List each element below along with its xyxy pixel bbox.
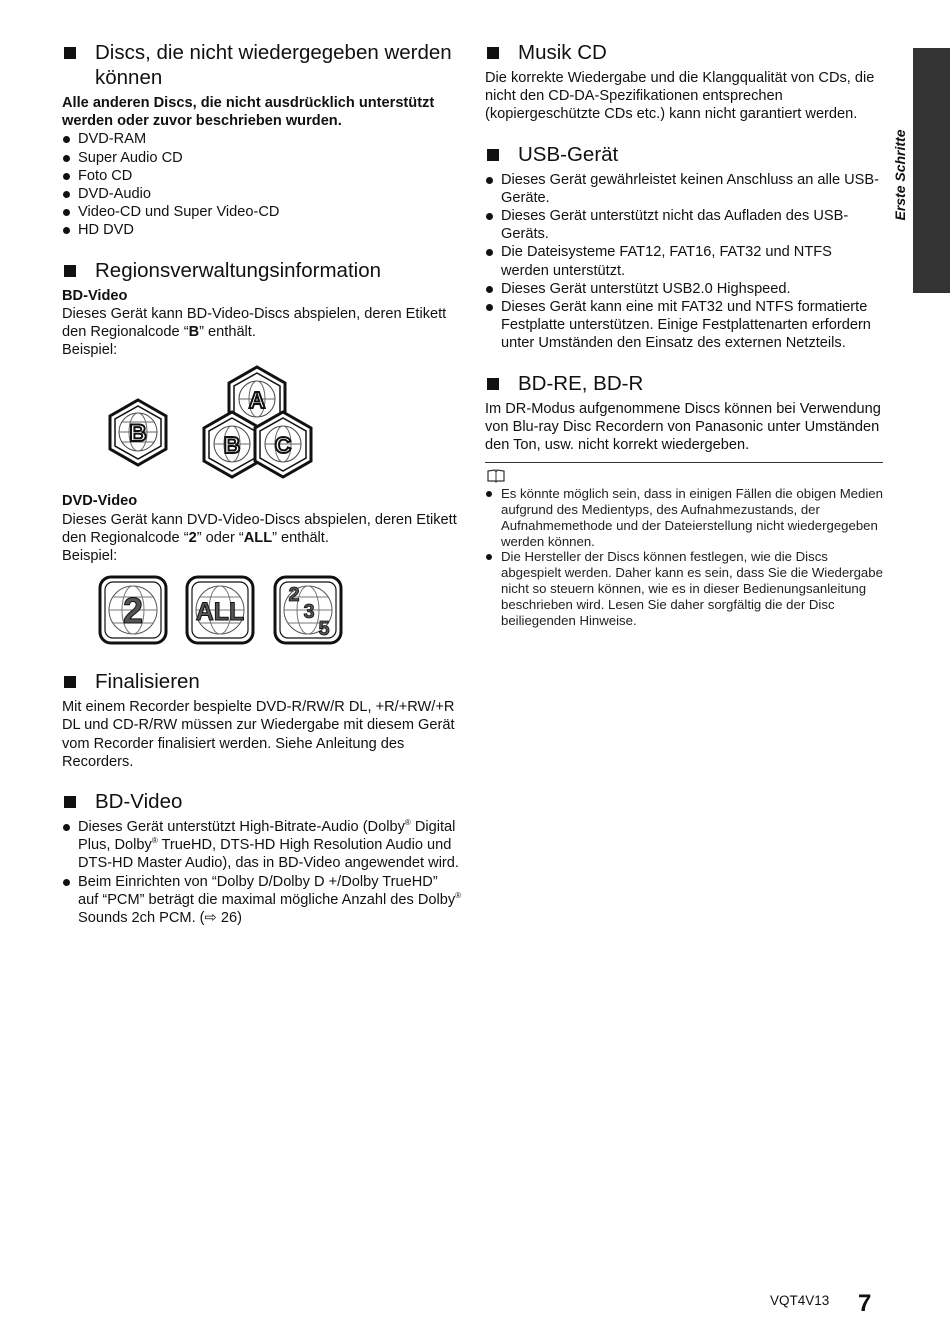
heading-usb: USB-Gerät [485,142,883,167]
list-item: Dieses Gerät unterstützt USB2.0 Highspeed. [485,280,883,298]
svg-text:C: C [274,432,292,459]
svg-text:A: A [248,387,266,414]
dvd-region-all-logo [187,577,253,643]
bd-region-abc-logo [204,367,311,477]
list-item: Video-CD und Super Video-CD [62,203,462,221]
dvd-region-logos [62,575,462,655]
svg-text:2: 2 [122,590,144,632]
list-item: Super Audio CD [62,149,462,167]
list-item: Foto CD [62,167,462,185]
section-tab-label: Erste Schritte [892,129,908,221]
bd-region-text: Dieses Gerät kann BD-Video-Discs abspielen, deren Etikett den Regionalcode “B” enthält. [62,305,447,341]
bd-region-logos [62,365,462,490]
dvd-example-label: Beispiel: [62,548,118,565]
finalize-text: Mit einem Recorder bespielte DVD-R/RW/R DL, +R/+RW/+R DL und CD-R/RW müssen zur Wiedergabe mit diesem Gerät vom Recorder finalisiert werden. Siehe Anleitung des Recorders. [62,699,455,770]
music-cd-text: Die korrekte Wiedergabe und die Klangqualität von CDs, die nicht den CD-DA-Spezifikationen entsprechen (kopiergeschützte CDs etc.) kann nicht garantiert werden. [485,70,875,123]
note-list [485,486,883,628]
list-item: Dieses Gerät gewährleistet keinen Anschluss an alle USB-Geräte. [485,171,883,207]
heading-bd-video: BD-Video [62,789,462,814]
svg-text:3: 3 [303,601,315,624]
section-music-cd [485,40,883,124]
note-box [485,469,883,628]
list-item: Dieses Gerät unterstützt nicht das Aufladen des USB-Geräts. [485,207,883,243]
heading-region: Regionsverwaltungsinformation [62,258,462,283]
bd-example-label: Beispiel: [62,342,118,359]
list-item: Die Hersteller der Discs können festlegen, wie die Discs abgespielt werden. Daher kann es sein, dass Sie die Wiedergabe nicht so steuern können, wie es in dieser Bedienungsanleitung beschrieben wird. Lesen Sie daher sorgfältig die der Disc beiliegenden Hinweise. [485,549,883,628]
list-item: HD DVD [62,221,462,239]
bd-logo-letter: B [129,420,147,448]
list-item: DVD-RAM [62,130,462,148]
dvd-video-subtitle: DVD-Video [62,493,138,510]
section-bd-video [62,789,462,927]
svg-text:ALL: ALL [195,598,245,627]
page-reference[interactable]: 26 [220,910,238,927]
heading-finalize: Finalisieren [62,669,462,694]
section-usb [485,142,883,353]
list-item: Die Dateisysteme FAT12, FAT16, FAT32 und NTFS werden unterstützt. [485,243,883,279]
divider [485,462,883,463]
right-column [485,40,883,628]
heading-music-cd: Musik CD [485,40,883,65]
unplayable-list [62,130,462,239]
left-column [62,40,462,945]
list-item: Es könnte möglich sein, dass in einigen Fällen die obigen Medien aufgrund des Medientyps, des Aufnahmezustands, der Aufnahmemethode und der Dateierstellung nicht wiedergegeben werden können. [485,486,883,549]
svg-text:2: 2 [288,584,300,607]
usb-list [485,171,883,353]
bd-region-b-logo [110,400,166,465]
list-item: Dieses Gerät kann eine mit FAT32 und NTFS formatierte Festplatte unterstützen. Einige Festplattenarten erfordern unter Umständen den Einsatz des externen Netzteils. [485,298,883,353]
svg-text:5: 5 [318,618,330,641]
bd-video-list [62,818,462,927]
unplayable-intro: Alle anderen Discs, die nicht ausdrücklich unterstützt werden oder zuvor beschrieben wurden. [62,95,435,130]
page-reference-arrow-icon: ⇨ [204,910,217,927]
dvd-region-235-logo [275,577,341,643]
document-code: VQT4V13 [770,1293,830,1308]
bd-video-subtitle: BD-Video [62,287,128,304]
list-item: Beim Einrichten von “Dolby D/Dolby D +/Dolby TrueHD” auf “PCM” beträgt die maximal mögliche Anzahl des Dolby® Sounds 2ch PCM. (⇨ 26) [62,873,462,928]
section-bd-re [485,371,883,455]
list-item: Dieses Gerät unterstützt High-Bitrate-Audio (Dolby® Digital Plus, Dolby® TrueHD, DTS-HD High Resolution Audio und DTS-HD Master Audio), das in BD-Video angewendet wird. [62,818,462,873]
list-item: DVD-Audio [62,185,462,203]
section-region [62,258,462,656]
dvd-region-2-logo [100,577,166,643]
heading-unplayable-discs: Discs, die nicht wiedergegeben werden können [62,40,462,90]
bd-re-text: Im DR-Modus aufgenommene Discs können bei Verwendung von Blu-ray Disc Recordern von Panasonic unter Umständen den Ton, usw. nicht korrekt wiedergeben. [485,400,881,454]
svg-text:B: B [223,432,241,459]
section-unplayable-discs [62,40,462,240]
dvd-region-text: Dieses Gerät kann DVD-Video-Discs abspielen, deren Etikett den Regionalcode “2” oder “ALL” enthält. [62,511,457,546]
heading-bd-re: BD-RE, BD-R [485,371,883,396]
section-finalize [62,669,462,771]
page-number: 7 [858,1290,872,1317]
book-icon [487,469,505,483]
